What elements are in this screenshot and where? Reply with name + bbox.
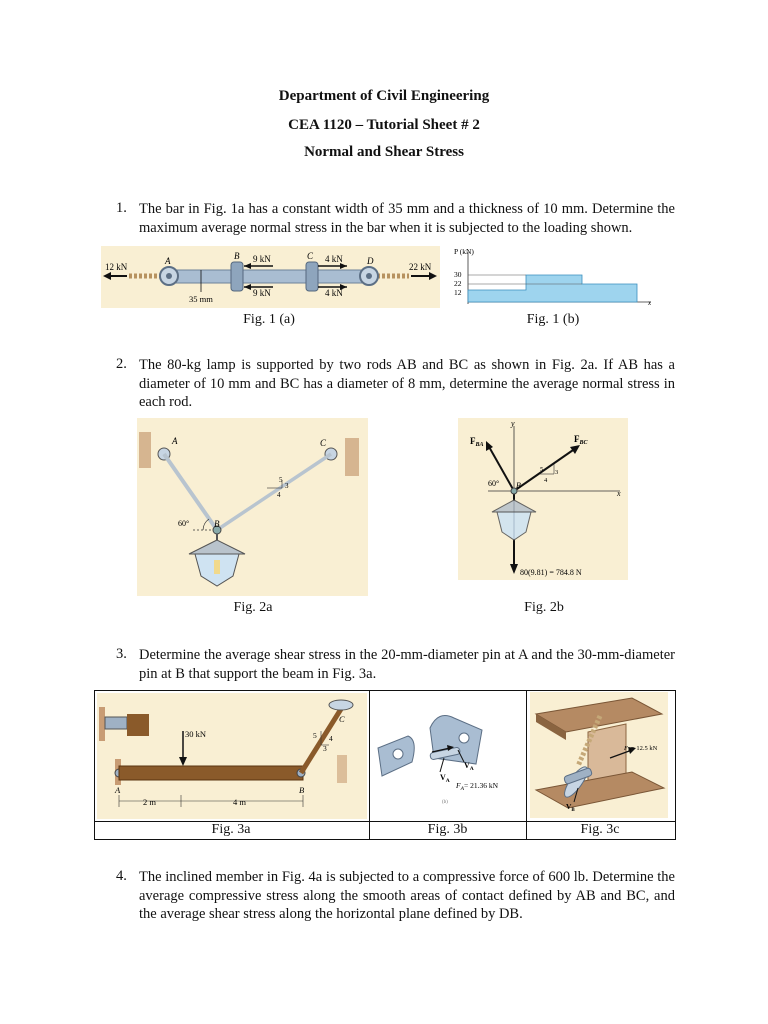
question-1-text: The bar in Fig. 1a has a constant width of 35 mm and a thickness of 10 mm. Determine the maximum average normal stress in the bar when it is subjected to the loading shown. [139, 201, 675, 236]
fbd-label-b: B [516, 481, 521, 490]
label-22kn: 22 kN [409, 262, 432, 272]
question-2-text: The 80-kg lamp is supported by two rods AB and BC as shown in Fig. 2a. If AB has a diameter of 10 mm and BC has a diameter of 8 mm, determine the average normal stress in each rod. [139, 357, 675, 410]
question-4-number: 4. [116, 868, 127, 884]
caption-fig-1b: Fig. 1 (b) [526, 312, 580, 327]
fbd-slope-4: 4 [544, 477, 548, 484]
plot-tick-22: 22 [454, 279, 462, 288]
label-2m: 2 m [143, 797, 156, 807]
question-2-number: 2. [116, 356, 127, 372]
label-vb: $V_B$ [566, 802, 575, 813]
label-b: B [234, 251, 240, 261]
collar-c [306, 262, 318, 291]
fbd-slope-3: 3 [555, 469, 559, 476]
plot-ylabel: P (kN) [454, 247, 474, 256]
label-4kn-bottom: 4 kN [325, 288, 343, 298]
fbd-angle: 60° [488, 479, 500, 488]
figure-3c [530, 692, 668, 818]
fig2a-label-c: C [320, 438, 327, 448]
lamp-bulb [214, 560, 220, 574]
plate-right-hole [459, 733, 469, 743]
fbd-weight-label: 80(9.81) = 784.8 N [520, 568, 582, 577]
topic-title: Normal and Shear Stress [304, 144, 464, 160]
fig3a-label-c: C [339, 714, 345, 724]
label-a: A [165, 256, 171, 266]
fig2a-slope-4: 4 [277, 491, 281, 499]
caption-fig-2a: Fig. 2a [233, 600, 273, 615]
label-35mm: 35 mm [189, 294, 213, 304]
fbd-slope-5: 5 [540, 466, 544, 473]
course-title: CEA 1120 – Tutorial Sheet # 2 [288, 117, 480, 133]
question-1-number: 1. [116, 200, 127, 216]
figure-2a [137, 418, 368, 596]
label-fa: $F_A= 21.36$ kN [456, 781, 498, 792]
figure-2b [458, 418, 628, 580]
department-title: Department of Civil Engineering [278, 88, 490, 104]
label-4kn-top: 4 kN [325, 254, 343, 264]
plot-xlabel: x [648, 299, 652, 307]
question-3-text: Determine the average shear stress in the 20-mm-diameter pin at A and the 30-mm-diameter pin at B that support the beam in Fig. 3a. [139, 647, 675, 682]
label-f-bc: $F_{BC}$ [574, 434, 588, 446]
caption-fig-1a: Fig. 1 (a) [243, 312, 295, 327]
label-f-ba: $F_{BA}$ [470, 436, 484, 448]
fig2a-slope-3: 3 [285, 482, 289, 490]
caption-fig-3a: Fig. 3a [211, 822, 251, 837]
figure-1a [101, 246, 440, 308]
label-c: C [307, 251, 314, 261]
fig2a-slope-5: 5 [279, 476, 283, 484]
question-3-number: 3. [116, 646, 127, 662]
fig2a-label-b: B [214, 519, 220, 529]
fig3a-slope-3: 3 [323, 744, 327, 753]
label-va-right: $V_A$ [464, 761, 474, 772]
figure-3a-background [97, 693, 367, 819]
label-d: D [367, 256, 374, 266]
label-tiny-b: (b) [442, 800, 448, 805]
label-30kn: 30 kN [185, 729, 207, 739]
collar-b [231, 262, 243, 291]
connector-detail [337, 755, 347, 783]
label-9kn-bottom: 9 kN [253, 288, 271, 298]
fig2a-angle: 60° [178, 519, 190, 528]
label-va: $V_A$ [440, 773, 450, 784]
question-4-text: The inclined member in Fig. 4a is subjected to a compressive force of 600 lb. Determine the average compressive stress along the smooth areas of contact defined by AB and BC, and the average shear stress along the horizontal plane defined by DB. [139, 869, 675, 922]
beam [119, 766, 303, 780]
label-4m: 4 m [233, 797, 246, 807]
bar [167, 270, 371, 283]
label-fb: $F_B= 12.5$ kN [624, 745, 658, 754]
pin-detail-bolt [105, 717, 127, 729]
fbd-label-y: y [511, 419, 515, 428]
label-9kn-top: 9 kN [253, 254, 271, 264]
caption-fig-2b: Fig. 2b [524, 600, 564, 615]
fig3a-label-b: B [299, 785, 305, 795]
caption-fig-3b: Fig. 3b [427, 822, 468, 837]
caption-fig-3c: Fig. 3c [580, 822, 620, 837]
pin-detail-wall [99, 707, 105, 741]
fig3a-slope-5: 5 [313, 731, 317, 740]
fig3a-label-a: A [115, 785, 121, 795]
pin-detail-beam [127, 714, 149, 736]
fig2a-label-a: A [172, 436, 178, 446]
wall-left [139, 432, 151, 468]
figure-3b [372, 706, 518, 806]
plate-left-hole [393, 749, 403, 759]
plot-tick-12: 12 [454, 288, 462, 297]
ceiling-support-c [329, 700, 353, 710]
wall-right [345, 438, 359, 476]
fig3a-slope-4: 4 [329, 734, 333, 743]
label-12kn: 12 kN [105, 262, 128, 272]
fbd-label-x: x [617, 489, 621, 498]
plot-tick-30: 30 [454, 270, 462, 279]
figure-3a [97, 693, 367, 819]
figure-1b-plot [446, 244, 658, 310]
